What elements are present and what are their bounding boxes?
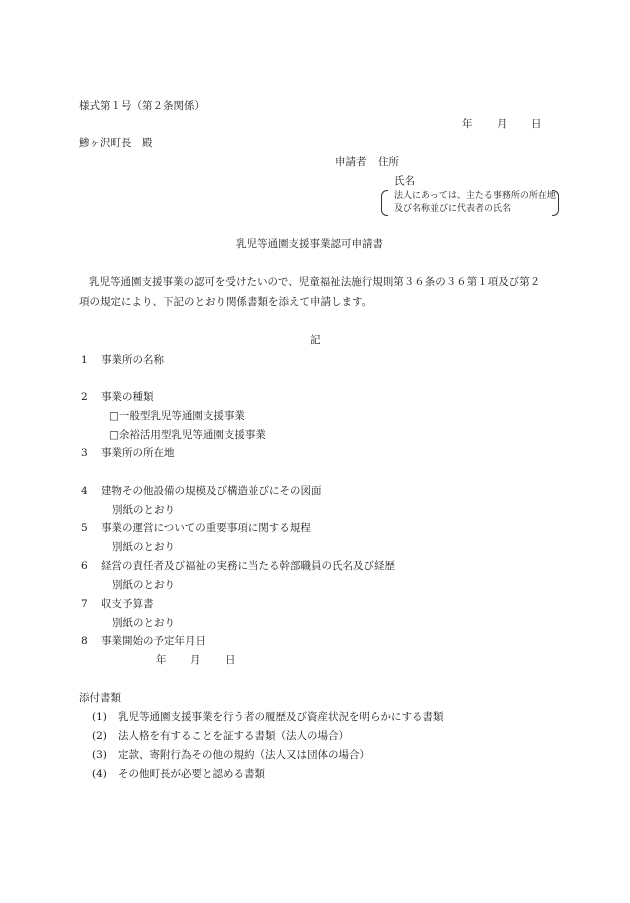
item-1-label: 事業所の名称 bbox=[101, 354, 164, 366]
item-1-number: 1 bbox=[81, 354, 88, 366]
item-3-number: 3 bbox=[81, 447, 88, 459]
applicant-label: 申請者 bbox=[335, 156, 367, 168]
item-6-label: 経営の責任者及び福祉の実務に当たる幹部職員の氏名及び経歴 bbox=[101, 560, 395, 572]
item-7-label: 収支予算書 bbox=[101, 598, 154, 610]
attachment-3-label: 定款、寄附行為その他の規約（法人又は団体の場合） bbox=[118, 749, 370, 761]
form-label: 様式第１号（第２条関係） bbox=[79, 100, 205, 112]
item-4-sub: 別紙のとおり bbox=[112, 504, 175, 516]
item-8-day: 日 bbox=[225, 654, 236, 666]
item-8-label: 事業開始の予定年月日 bbox=[101, 635, 206, 647]
address-label: 住所 bbox=[378, 156, 399, 168]
item-2-label: 事業の種類 bbox=[101, 391, 154, 403]
item-7-number: 7 bbox=[81, 598, 88, 610]
attachments-heading: 添付書類 bbox=[79, 692, 121, 704]
item-4-label: 建物その他設備の規模及び構造並びにその図面 bbox=[101, 485, 322, 497]
addressee: 鯵ヶ沢町長 殿 bbox=[79, 137, 153, 149]
date-year: 年 bbox=[462, 118, 473, 130]
attachment-1-number: (1) bbox=[92, 711, 107, 723]
item-7-sub: 別紙のとおり bbox=[112, 617, 175, 629]
item-5-sub: 別紙のとおり bbox=[112, 541, 175, 553]
option-general-type[interactable]: □一般型乳児等通園支援事業 bbox=[109, 410, 245, 422]
attachment-4-number: (4) bbox=[92, 768, 107, 780]
item-5-number: 5 bbox=[81, 522, 88, 534]
item-8-month: 月 bbox=[190, 654, 201, 666]
applicant-note-line2: 及び名称並びに代表者の氏名 bbox=[394, 204, 512, 214]
attachment-2-label: 法人格を有することを証する書類（法人の場合） bbox=[118, 730, 349, 742]
attachment-3-number: (3) bbox=[92, 749, 107, 761]
item-8-number: 8 bbox=[81, 635, 88, 647]
attachment-2-number: (2) bbox=[92, 730, 107, 742]
item-3-label: 事業所の所在地 bbox=[101, 447, 175, 459]
option-surplus-type[interactable]: □余裕活用型乳児等通園支援事業 bbox=[109, 429, 266, 441]
applicant-note-line1: 法人にあっては、主たる事務所の所在地 bbox=[394, 191, 556, 201]
item-6-number: 6 bbox=[81, 560, 88, 572]
attachment-1-label: 乳児等通園支援事業を行う者の履歴及び資産状況を明らかにする書類 bbox=[118, 711, 444, 723]
item-5-label: 事業の運営についての重要事項に関する規程 bbox=[101, 522, 311, 534]
name-label: 氏名 bbox=[394, 175, 415, 187]
attachment-4-label: その他町長が必要と認める書類 bbox=[118, 768, 265, 780]
date-day: 日 bbox=[531, 118, 542, 130]
date-month: 月 bbox=[497, 118, 508, 130]
bracket-left bbox=[381, 190, 388, 216]
item-4-number: 4 bbox=[81, 485, 88, 497]
item-8-year: 年 bbox=[156, 654, 167, 666]
document-title: 乳児等通園支援事業認可申請書 bbox=[236, 238, 383, 250]
item-6-sub: 別紙のとおり bbox=[112, 579, 175, 591]
bracket-right bbox=[552, 190, 559, 216]
item-2-number: 2 bbox=[81, 391, 88, 403]
body-text: 乳児等通園支援事業の認可を受けたいので、児童福祉法施行規則第３６条の３６第１項及び第２項の規定により、下記のとおり関係書類を添えて申請します。 bbox=[79, 276, 541, 308]
ki-label: 記 bbox=[310, 334, 321, 346]
